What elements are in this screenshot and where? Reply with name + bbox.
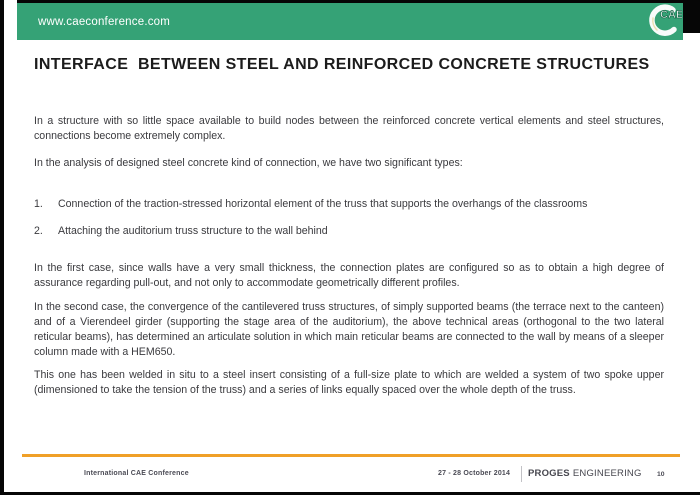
paragraph-body-2: In the second case, the convergence of the cantilevered truss structures, of simply supported beams (the terrace next to the canteen) and of a Vierendeel girder (supporting the stage area of the auditorium), the above technical areas (orthogonal to the two lateral reticular beams), has determined an articulate solution in which main reticular beams are connected to the wall by means of a sleeper column made with a HEM650. — [34, 301, 664, 358]
footer-rule — [22, 454, 680, 457]
footer-company-name — [528, 468, 642, 479]
list-item-text: Attaching the auditorium truss structure to the wall behind — [58, 225, 328, 237]
slide — [4, 0, 700, 492]
list-number: 2. — [34, 225, 43, 237]
footer-company-regular: ENGINEERING — [572, 468, 642, 479]
header-bar — [17, 3, 683, 40]
paragraph-body-1: In the first case, since walls have a very small thickness, the connection plates are configured so as to obtain a high degree of assurance regarding pull-out, and not only to accommodate geometrically different profiles. — [34, 262, 664, 289]
list-number: 1. — [34, 198, 43, 210]
paragraph-intro-1: In a structure with so little space available to build nodes between the reinforced concrete vertical elements and steel structures, connections become extremely complex. — [34, 115, 664, 142]
list-item-text: Connection of the traction-stressed horizontal element of the truss that supports the overhangs of the classrooms — [58, 198, 588, 210]
numbered-list-item-2 — [34, 224, 664, 239]
footer-page-number: 10 — [657, 471, 665, 478]
frame-border-left — [0, 0, 4, 495]
footer-divider — [521, 466, 522, 482]
slide-title: INTERFACE BETWEEN STEEL AND REINFORCED CONCRETE STRUCTURES — [34, 56, 650, 73]
numbered-list-item-1 — [34, 197, 664, 212]
paragraph-body-3: This one has been welded in situ to a steel insert consisting of a full-size plate to which are welded a system of two spoke upper (dimensioned to take the tension of the truss) and a series of links equally spaced over the whole depth of the truss. — [34, 369, 664, 396]
footer-conference-name: International CAE Conference — [84, 470, 189, 477]
cae-logo-text: CAE — [660, 9, 682, 21]
footer-company-bold: PROGES — [528, 468, 570, 479]
paragraph-intro-2: In the analysis of designed steel concrete kind of connection, we have two significant types: — [34, 157, 463, 169]
footer-date: 27 - 28 October 2014 — [438, 470, 511, 477]
frame-corner-top-right — [683, 0, 700, 33]
frame-border-top — [17, 0, 700, 3]
conference-url: www.caeconference.com — [38, 15, 171, 28]
cae-logo-icon — [647, 2, 682, 37]
